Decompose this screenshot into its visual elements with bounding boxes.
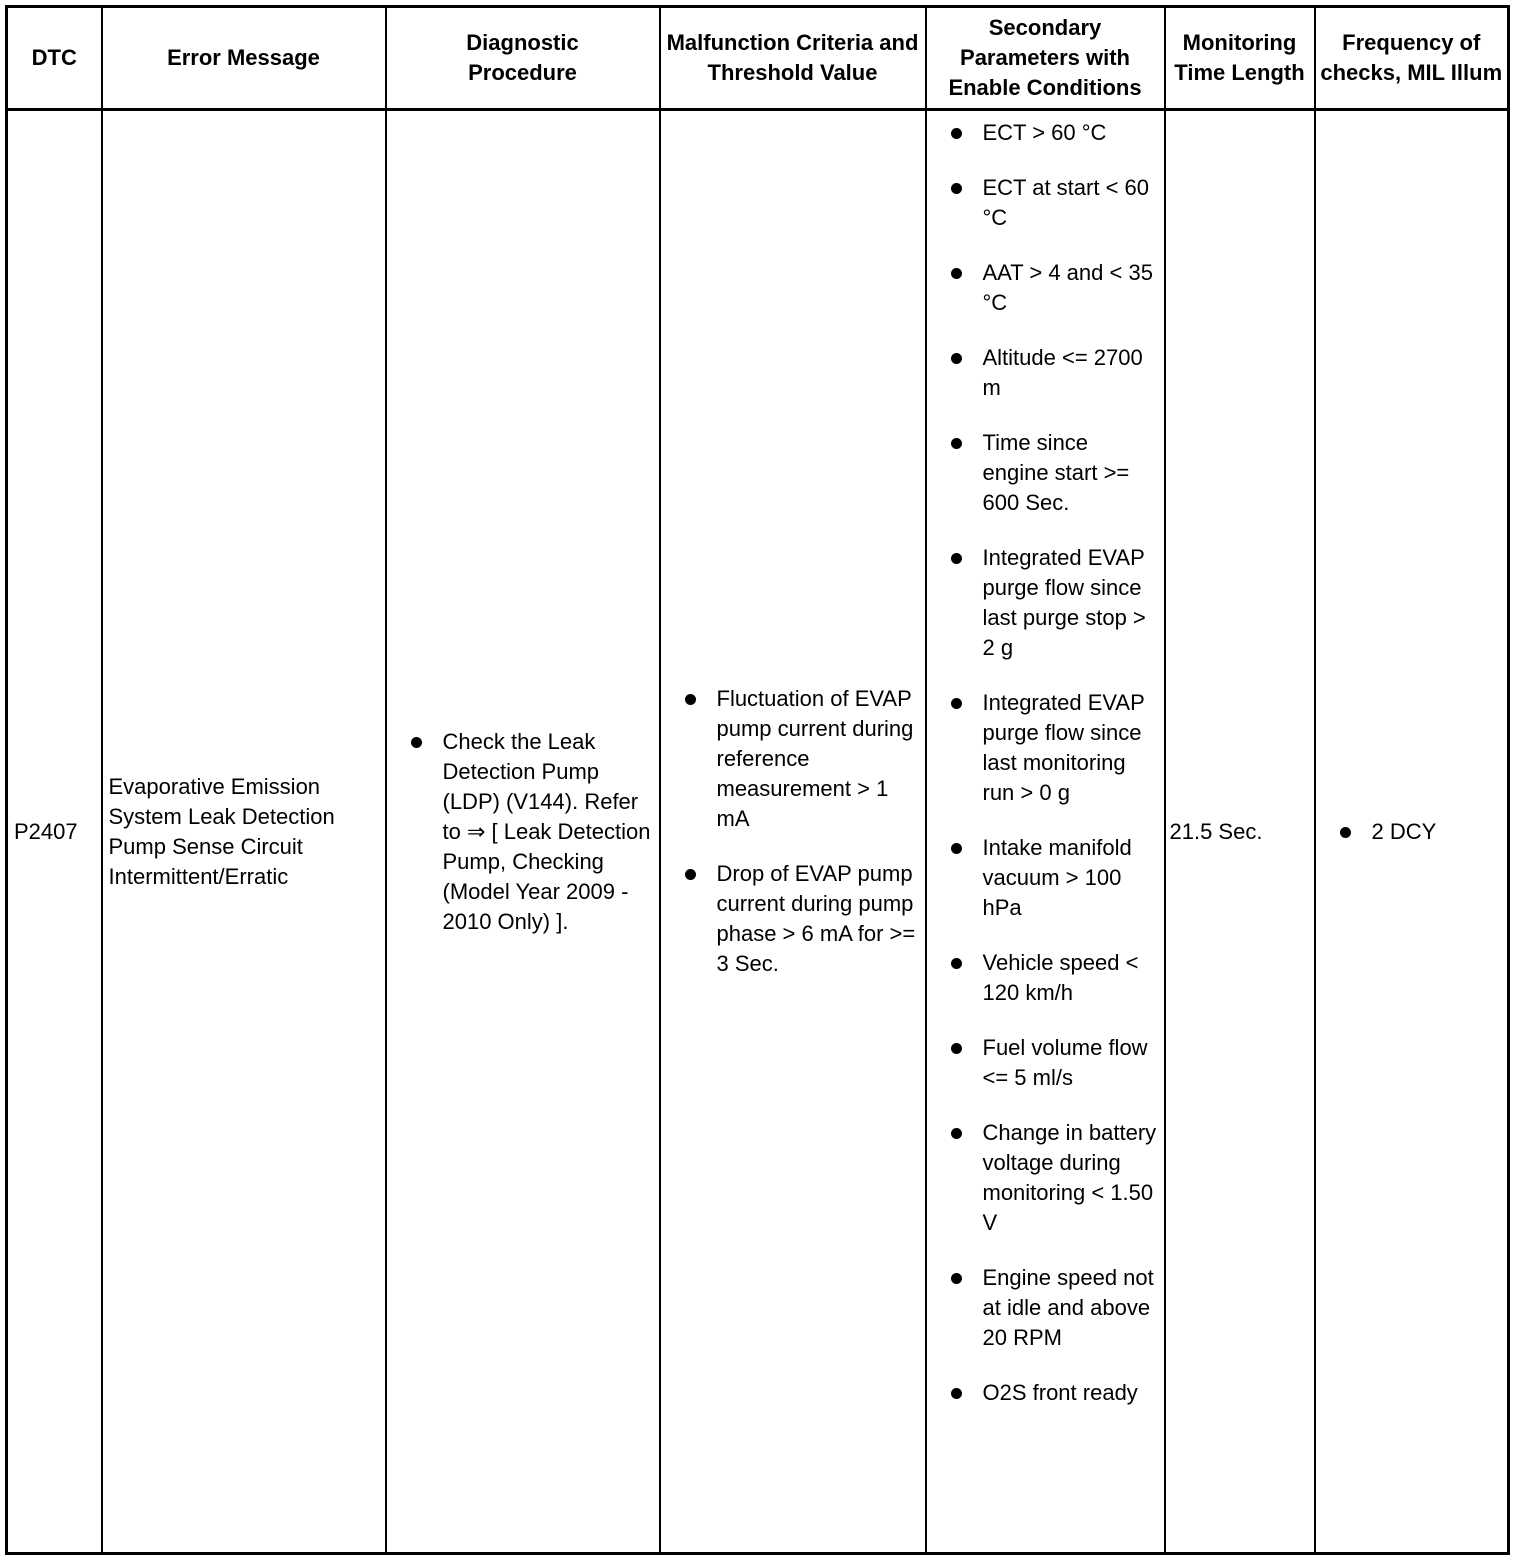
malfunction-criteria-cell xyxy=(660,110,926,1554)
frequency-list xyxy=(1316,817,1508,847)
header-diagnostic-procedure-label: Diagnostic Procedure xyxy=(466,30,579,85)
bullet-icon xyxy=(685,694,696,705)
list-item xyxy=(927,948,1164,1008)
bullet-icon xyxy=(1340,827,1351,838)
parameter-text: O2S front ready xyxy=(982,1380,1138,1405)
list-item xyxy=(927,428,1164,518)
frequency-text: 2 DCY xyxy=(1371,818,1437,844)
secondary-parameters-list xyxy=(927,118,1164,1408)
bullet-icon xyxy=(951,1388,962,1399)
list-item xyxy=(927,543,1164,663)
bullet-icon xyxy=(951,438,962,449)
malfunction-criteria-list xyxy=(661,684,925,979)
diagnostic-procedure-list xyxy=(387,727,659,937)
bullet-icon xyxy=(951,1128,962,1139)
parameter-text: Vehicle speed < 120 km/h xyxy=(982,950,1139,1005)
parameter-text: Change in battery voltage during monitoring < 1.50 V xyxy=(982,1120,1157,1235)
bullet-icon xyxy=(411,737,422,748)
table-row xyxy=(7,110,1509,1554)
header-row xyxy=(7,7,1509,110)
parameter-text: Integrated EVAP purge flow since last purge stop > 2 g xyxy=(982,545,1146,660)
list-item xyxy=(927,1263,1164,1353)
criteria-text: Drop of EVAP pump current during pump phase > 6 mA for >= 3 Sec. xyxy=(716,861,916,976)
parameter-text: Engine speed not at idle and above 20 RPM xyxy=(982,1265,1154,1350)
header-monitoring-time: Monitoring Time Length xyxy=(1165,7,1315,110)
diagnostic-procedure-cell xyxy=(386,110,660,1554)
bullet-icon xyxy=(685,869,696,880)
diagnostic-step-text: Check the Leak Detection Pump (LDP) (V144). Refer to ⇒ [ Leak Detection Pump, Checking (Model Year 2009 - 2010 Only) ]. xyxy=(442,728,651,934)
parameter-text: ECT at start < 60 °C xyxy=(982,175,1150,230)
list-item xyxy=(927,258,1164,318)
dtc-table xyxy=(5,5,1510,1555)
criteria-text: Fluctuation of EVAP pump current during reference measurement > 1 mA xyxy=(716,686,914,831)
bullet-icon xyxy=(951,843,962,854)
list-item xyxy=(927,1118,1164,1238)
list-item xyxy=(1316,817,1508,847)
parameter-text: Intake manifold vacuum > 100 hPa xyxy=(982,835,1132,920)
header-malfunction-criteria: Malfunction Criteria and Threshold Value xyxy=(660,7,926,110)
parameter-text: Integrated EVAP purge flow since last monitoring run > 0 g xyxy=(982,690,1145,805)
bullet-icon xyxy=(951,183,962,194)
list-item xyxy=(927,343,1164,403)
header-frequency: Frequency of checks, MIL Illum xyxy=(1315,7,1509,110)
parameter-text: Fuel volume flow <= 5 ml/s xyxy=(982,1035,1148,1090)
dtc-code: P2407 xyxy=(7,110,102,1554)
list-item xyxy=(927,1033,1164,1093)
bullet-icon xyxy=(951,958,962,969)
bullet-icon xyxy=(951,353,962,364)
bullet-icon xyxy=(951,1273,962,1284)
list-item xyxy=(927,833,1164,923)
list-item xyxy=(387,727,659,937)
table-header xyxy=(7,7,1509,110)
table-body xyxy=(7,110,1509,1554)
parameter-text: Time since engine start >= 600 Sec. xyxy=(982,430,1130,515)
parameter-text: AAT > 4 and < 35 °C xyxy=(982,260,1153,315)
bullet-icon xyxy=(951,553,962,564)
header-error-message: Error Message xyxy=(102,7,386,110)
list-item xyxy=(661,859,925,979)
parameter-text: Altitude <= 2700 m xyxy=(982,345,1143,400)
header-diagnostic-procedure xyxy=(386,7,660,110)
header-dtc: DTC xyxy=(7,7,102,110)
list-item xyxy=(661,684,925,834)
list-item xyxy=(927,173,1164,233)
list-item xyxy=(927,688,1164,808)
frequency-cell xyxy=(1315,110,1509,1554)
bullet-icon xyxy=(951,268,962,279)
header-secondary-parameters: Secondary Parameters with Enable Conditions xyxy=(926,7,1165,110)
secondary-parameters-cell xyxy=(926,110,1165,1554)
bullet-icon xyxy=(951,698,962,709)
list-item xyxy=(927,118,1164,148)
parameter-text: ECT > 60 °C xyxy=(982,120,1107,145)
bullet-icon xyxy=(951,128,962,139)
error-message: Evaporative Emission System Leak Detection Pump Sense Circuit Intermittent/Erratic xyxy=(102,110,386,1554)
monitoring-time: 21.5 Sec. xyxy=(1165,110,1315,1554)
bullet-icon xyxy=(951,1043,962,1054)
list-item xyxy=(927,1378,1164,1408)
